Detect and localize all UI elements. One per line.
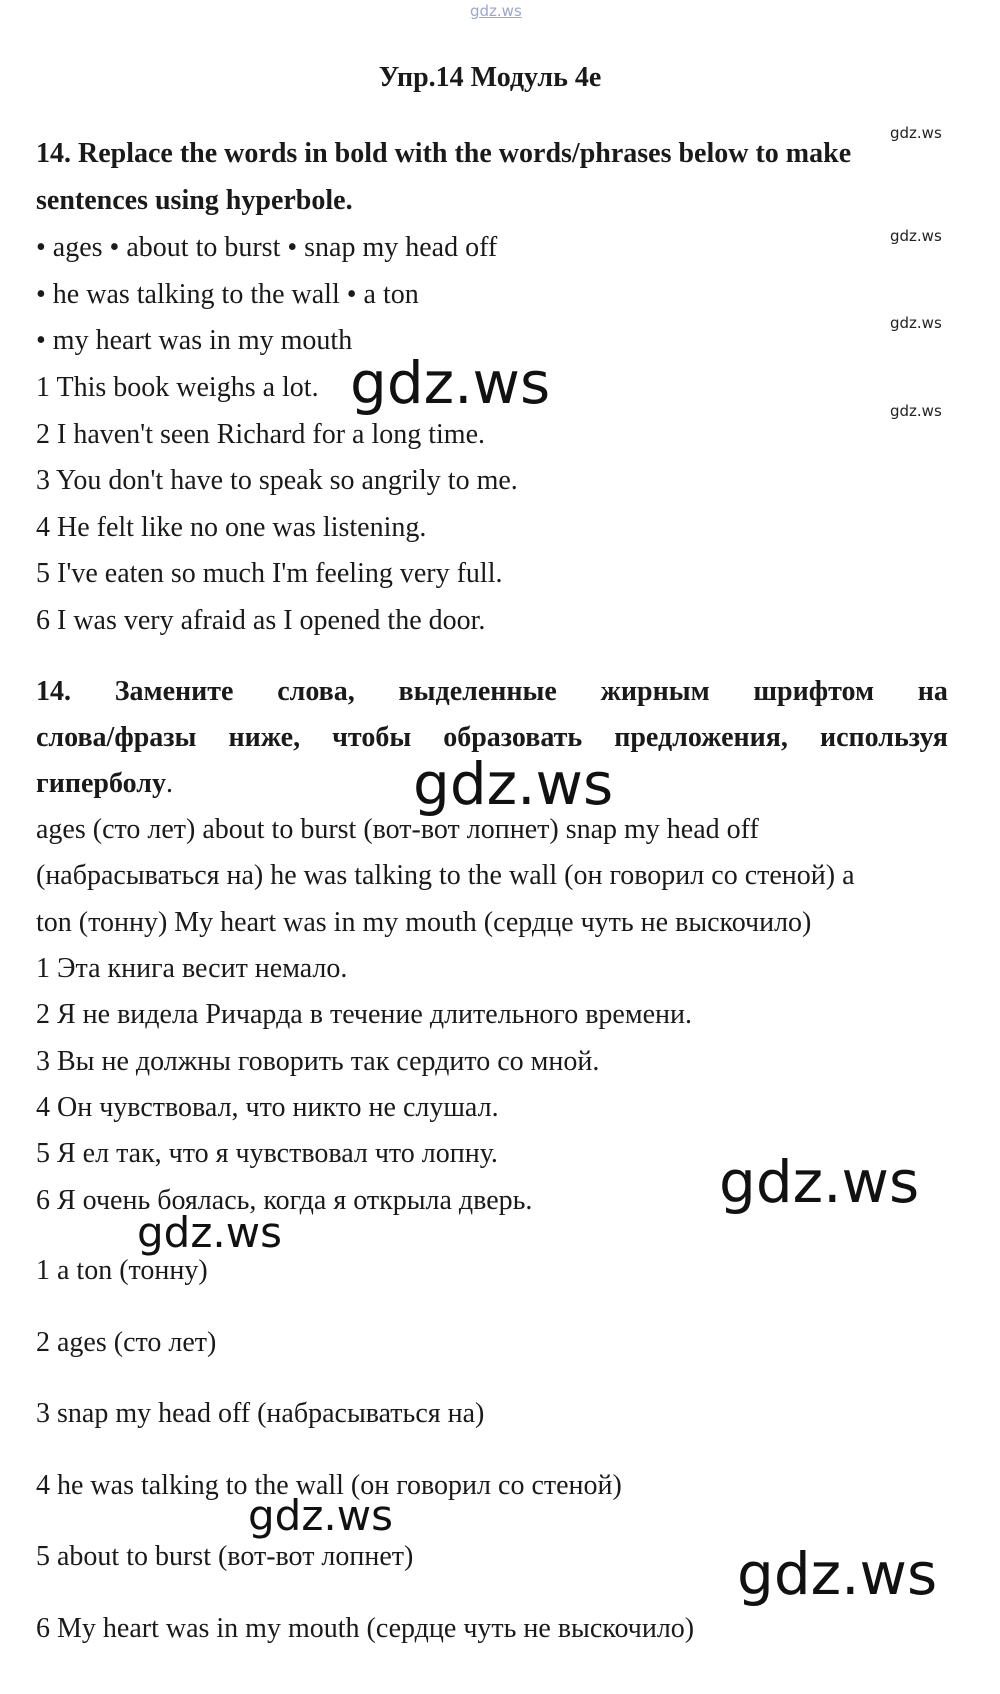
word: Замените: [114, 676, 234, 707]
english-options-line-1: • ages • about to burst • snap my head off: [36, 232, 498, 263]
russian-options-line-1: ages (сто лет) about to burst (вот-вот лопнет) snap my head off: [36, 814, 759, 845]
word: выделенные: [398, 676, 557, 707]
watermark-large: gdz.ws: [737, 1540, 938, 1608]
english-instruction-line-2: sentences using hyperbole.: [36, 185, 353, 216]
watermark-small: gdz.ws: [890, 124, 942, 142]
instruction-period: .: [165, 768, 173, 799]
answer-1: 1 a ton (тонну): [36, 1255, 208, 1286]
word: слова,: [277, 676, 355, 707]
russian-options-line-2: (набрасываться на) he was talking to the wall (он говорил со стеной) a: [36, 860, 855, 891]
watermark-large: gdz.ws: [350, 349, 551, 417]
watermark-small: gdz.ws: [890, 402, 942, 420]
english-sentence-6: 6 I was very afraid as I opened the door.: [36, 605, 486, 636]
english-sentence-1: 1 This book weighs a lot.: [36, 372, 319, 403]
watermark-large: gdz.ws: [719, 1148, 920, 1216]
english-sentence-2: 2 I haven't seen Richard for a long time.: [36, 419, 486, 450]
answer-6: 6 My heart was in my mouth (сердце чуть не выскочило): [36, 1613, 695, 1644]
watermark-medium: gdz.ws: [248, 1491, 393, 1540]
answer-2: 2 ages (сто лет): [36, 1327, 217, 1358]
answer-4: 4 he was talking to the wall (он говорил со стеной): [36, 1470, 622, 1501]
english-sentence-5: 5 I've eaten so much I'm feeling very full.: [36, 558, 503, 589]
english-options-line-2: • he was talking to the wall • a ton: [36, 279, 419, 310]
english-sentence-4: 4 He felt like no one was listening.: [36, 512, 427, 543]
word: ниже,: [228, 722, 301, 753]
russian-options-line-3: ton (тонну) My heart was in my mouth (сердце чуть не выскочило): [36, 907, 812, 938]
watermark-small: gdz.ws: [890, 227, 942, 245]
word: слова/фразы: [36, 722, 197, 753]
word: чтобы: [332, 722, 412, 753]
word: на: [917, 676, 948, 707]
english-options-line-3: • my heart was in my mouth: [36, 325, 353, 356]
word: предложения,: [614, 722, 788, 753]
watermark-large: gdz.ws: [413, 750, 614, 818]
watermark-small: gdz.ws: [890, 314, 942, 332]
english-instruction-line-1: 14. Replace the words in bold with the words/phrases below to make: [36, 138, 852, 169]
english-sentence-3: 3 You don't have to speak so angrily to me.: [36, 465, 518, 496]
russian-sentence-4: 4 Он чувствовал, что никто не слушал.: [36, 1092, 499, 1123]
instruction-text: гиперболу: [36, 768, 166, 799]
word: 14.: [36, 676, 71, 707]
answer-5: 5 about to burst (вот-вот лопнет): [36, 1541, 414, 1572]
word: образовать: [443, 722, 583, 753]
russian-instruction-line-2: [36, 724, 948, 752]
russian-sentence-2: 2 Я не видела Ричарда в течение длительного времени.: [36, 999, 692, 1030]
watermark-medium: gdz.ws: [137, 1208, 282, 1257]
word: жирным: [600, 676, 710, 707]
russian-sentence-3: 3 Вы не должны говорить так сердито со мной.: [36, 1046, 600, 1077]
russian-instruction-line-3: [36, 770, 173, 798]
watermark-top-link[interactable]: gdz.ws: [470, 2, 522, 20]
word: шрифтом: [753, 676, 875, 707]
answer-3: 3 snap my head off (набрасываться на): [36, 1398, 485, 1429]
russian-sentence-5: 5 Я ел так, что я чувствовал что лопну.: [36, 1138, 498, 1169]
page-title: Упр.14 Модуль 4e: [378, 62, 602, 93]
russian-instruction-line-1: [36, 678, 948, 706]
russian-sentence-6: 6 Я очень боялась, когда я открыла дверь.: [36, 1185, 533, 1216]
word: используя: [819, 722, 948, 753]
russian-sentence-1: 1 Эта книга весит немало.: [36, 953, 348, 984]
